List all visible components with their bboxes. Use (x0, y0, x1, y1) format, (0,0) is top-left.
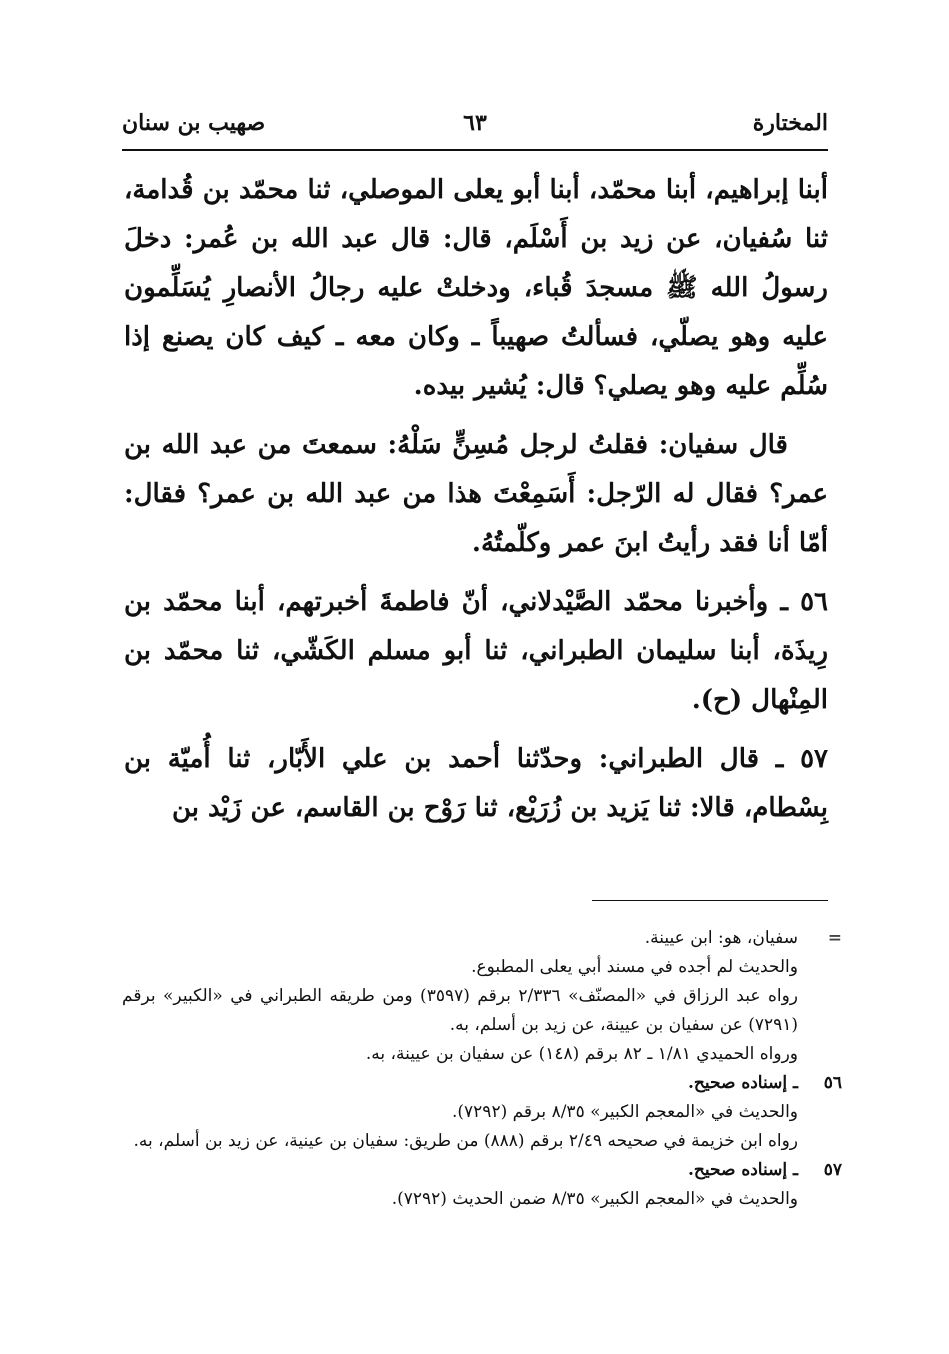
footnote-line: والحديث في «المعجم الكبير» ٨/٣٥ برقم (٧٢٩٢). (452, 1102, 798, 1122)
header-chapter-title: صهيب بن سنان (122, 110, 266, 136)
footnote-divider (592, 900, 828, 901)
footnote-continuation (122, 924, 842, 1069)
footnote-line: والحديث في «المعجم الكبير» ٨/٣٥ ضمن الحديث (٧٢٩٢). (391, 1189, 798, 1209)
footnotes (122, 924, 842, 1214)
footnote-line: رواه ابن خزيمة في صحيحه ٢/٤٩ برقم (٨٨٨) من طريق: سفيان بن عينية، عن زيد بن أسلم، به. (133, 1131, 798, 1151)
header-divider (122, 149, 828, 151)
header-book-title: المختارة (752, 110, 828, 136)
footnote-number: = (827, 928, 842, 948)
paragraph: ٥٦ ـ وأخبرنا محمّد الصَّيْدلاني، أنّ فاطمةَ أخبرتهم، أبنا محمّد بن رِيذَة، أبنا سليمان الطبراني، ثنا أبو مسلم الكَشّي، ثنا محمّد بن المِنْهال (ح). (124, 587, 828, 715)
paragraph: قال سفيان: فقلتُ لرجل مُسِنٍّ سَلْهُ: سمعتَ من عبد الله بن عمر؟ فقال له الرّجل: أَسَمِعْتَ هذا من عبد الله بن عمر؟ فقال: أمّا أنا فقد رأيتُ ابنَ عمر وكلّمتُهُ. (124, 430, 828, 558)
footnote-56 (122, 1069, 842, 1156)
footnote-line: سفيان، هو: ابن عيينة. (644, 928, 798, 948)
footnote-line: ورواه الحميدي ١/٨١ ـ ٨٢ برقم (١٤٨) عن سفيان بن عيينة، به. (365, 1044, 798, 1064)
footnote-number: ٥٦ (823, 1073, 842, 1093)
running-header (122, 96, 828, 150)
footnote-line: والحديث لم أجده في مسند أبي يعلى المطبوع. (471, 957, 798, 977)
footnote-heading: ـ إسناده صحيح. (687, 1073, 798, 1093)
footnote-line: رواه عبد الرزاق في «المصنّف» ٢/٣٣٦ برقم (٣٥٩٧) ومن طريقه الطبراني في «الكبير» برقم (٧٢٩١) عن سفيان بن عيينة، عن زيد بن أسلم، به. (122, 986, 799, 1035)
page-number: ٦٣ (463, 110, 487, 136)
footnote-57 (122, 1156, 842, 1214)
footnote-heading: ـ إسناده صحيح. (687, 1160, 798, 1180)
main-text (124, 166, 828, 843)
paragraph: ٥٧ ـ قال الطبراني: وحدّثنا أحمد بن علي الأَبّار، ثنا أُميّة بن بِسْطام، قالا: ثنا يَزيد بن زُرَيْع، ثنا رَوْح بن القاسم، عن زَيْد بن (124, 744, 828, 823)
paragraph: أبنا إبراهيم، أبنا محمّد، أبنا أبو يعلى الموصلي، ثنا محمّد بن قُدامة، ثنا سُفيان، عن زيد بن أَسْلَم، قال: قال عبد الله بن عُمر: دخلَ رسولُ الله ﷺ مسجدَ قُباء، ودخلتْ عليه رجالُ الأنصارِ يُسَلِّمون عليه وهو يصلّي، فسألتُ صهيباً ـ وكان معه ـ كيف كان يصنع إذا سُلِّم عليه وهو يصلي؟ قال: يُشير بيده. (124, 175, 828, 401)
footnote-number: ٥٧ (823, 1160, 842, 1180)
